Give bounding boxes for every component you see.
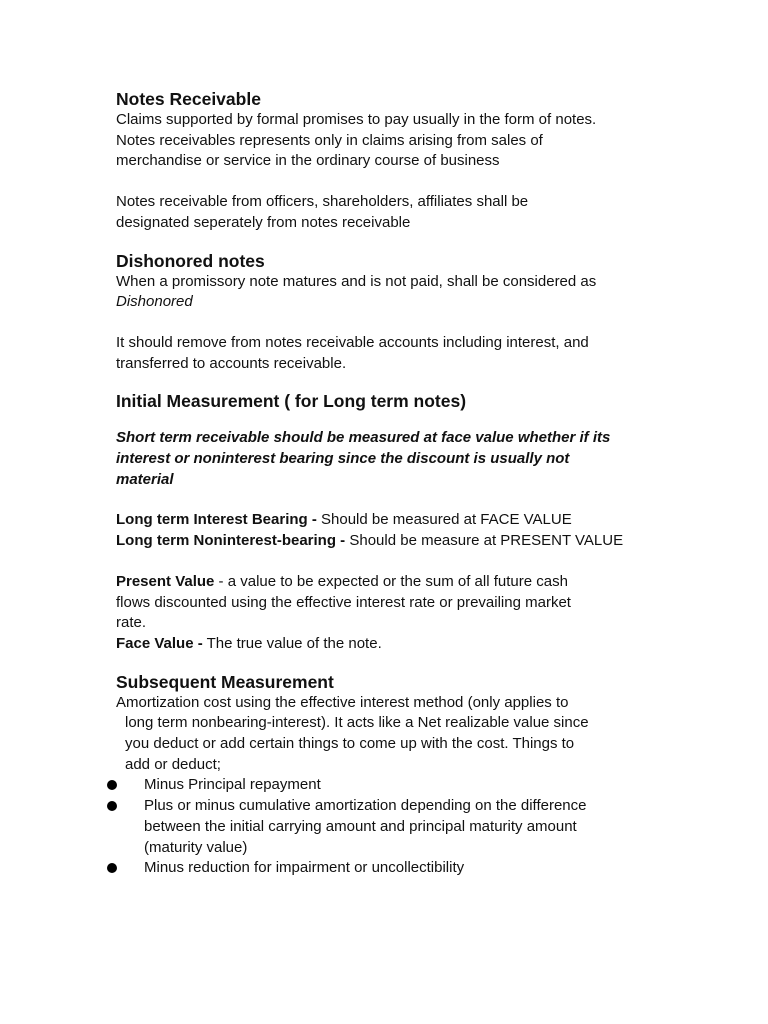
notes-receivable-line-3: merchandise or service in the ordinary course of business	[116, 152, 500, 170]
bullet-2-line-3: (maturity value)	[144, 838, 248, 856]
long-term-interest-bearing-label: Long term Interest Bearing -	[116, 511, 317, 529]
short-term-note-line-2: interest or noninterest bearing since the discount is usually not	[116, 450, 570, 468]
subsequent-line-1: Amortization cost using the effective interest method (only applies to	[116, 693, 569, 711]
subsequent-line-2: long term nonbearing-interest). It acts like a Net realizable value since	[125, 714, 589, 732]
bullet-3-line-1: Minus reduction for impairment or uncollectibility	[144, 859, 465, 877]
list-item	[116, 796, 676, 858]
present-value-line-3: rate.	[116, 614, 147, 632]
bullet-dot-icon	[107, 780, 117, 790]
subsequent-bullet-list	[116, 775, 676, 879]
heading-initial-measurement: Initial Measurement ( for Long term notes)	[116, 391, 467, 412]
short-term-note-line-3: material	[116, 470, 174, 488]
subsequent-line-4: add or deduct;	[125, 755, 221, 773]
short-term-note-line-1: Short term receivable should be measured at face value whether if its	[116, 429, 611, 447]
dishonored-line-2: Dishonored	[116, 293, 193, 311]
bullet-dot-icon	[107, 863, 117, 873]
notes-receivable-line-4: Notes receivable from officers, shareholders, affiliates shall be	[116, 193, 529, 211]
bullet-2-line-2: between the initial carrying amount and principal maturity amount	[144, 817, 577, 835]
present-value-line-1	[116, 572, 676, 593]
dishonored-line-3: It should remove from notes receivable accounts including interest, and	[116, 333, 589, 351]
list-item	[116, 775, 676, 796]
heading-dishonored-notes: Dishonored notes	[116, 250, 265, 271]
face-value-text: The true value of the note.	[202, 634, 382, 652]
present-value-line-2: flows discounted using the effective interest rate or prevailing market	[116, 593, 571, 611]
bullet-1-line-1: Minus Principal repayment	[144, 776, 321, 794]
document-content	[116, 88, 676, 879]
long-term-noninterest-bearing	[116, 531, 676, 552]
long-term-interest-bearing-text: Should be measured at FACE VALUE	[316, 511, 572, 529]
list-item	[116, 858, 676, 879]
bullet-2-line-1: Plus or minus cumulative amortization depending on the difference	[144, 797, 587, 815]
dishonored-line-1: When a promissory note matures and is not paid, shall be considered as	[116, 272, 597, 290]
bullet-dot-icon	[107, 801, 117, 811]
long-term-interest-bearing	[116, 510, 676, 531]
notes-receivable-line-5: designated seperately from notes receivable	[116, 213, 411, 231]
notes-receivable-line-1: Claims supported by formal promises to pay usually in the form of notes.	[116, 111, 597, 128]
present-value-text-1: - a value to be expected or the sum of all future cash	[214, 572, 568, 590]
dishonored-line-4: transferred to accounts receivable.	[116, 354, 347, 372]
long-term-noninterest-bearing-text: Should be measure at PRESENT VALUE	[345, 532, 624, 550]
long-term-noninterest-bearing-label: Long term Noninterest-bearing -	[116, 532, 346, 550]
face-value-line	[116, 634, 676, 655]
heading-notes-receivable: Notes Receivable	[116, 89, 261, 109]
heading-subsequent-measurement: Subsequent Measurement	[116, 671, 334, 692]
subsequent-line-3: you deduct or add certain things to come up with the cost. Things to	[125, 735, 575, 753]
face-value-label: Face Value -	[116, 634, 203, 652]
notes-receivable-line-2: Notes receivables represents only in claims arising from sales of	[116, 131, 543, 149]
present-value-label: Present Value	[116, 572, 215, 590]
